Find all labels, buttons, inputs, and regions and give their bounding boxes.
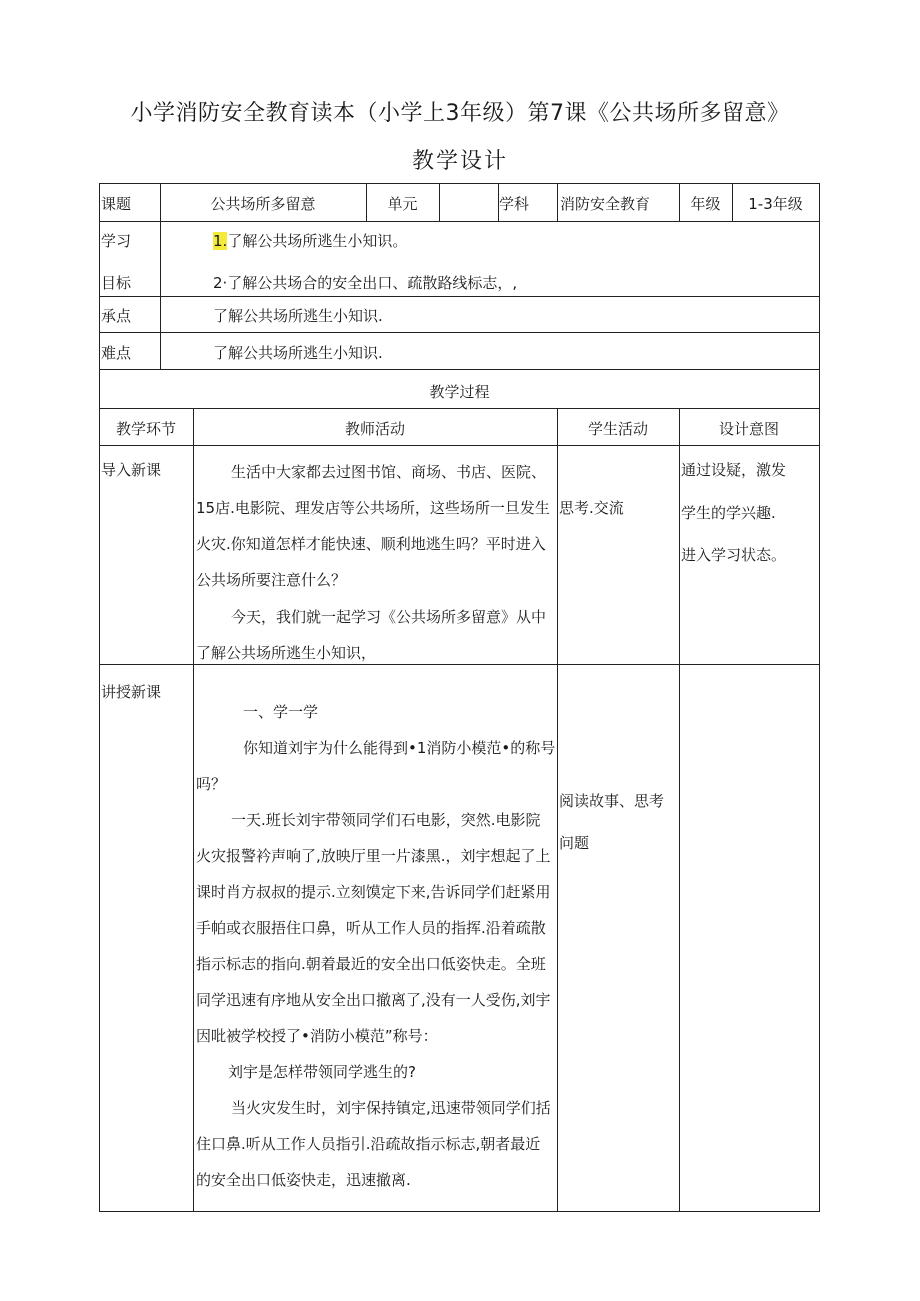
grade-value: 1-3年级 [748,195,803,213]
text-line: 因吡被学校授了•消防小模范”称号： [196,1027,438,1045]
label-objectives-1: 学习 [101,232,132,250]
label-grade: 年级 [690,195,721,213]
text-line: 火灾报警衿声响了,放映厅里一片漆黑.，刘宇想起了上 [196,847,551,865]
topic-value: 公共场所多留意 [210,195,316,213]
document-subtitle: 教学设计 [411,149,508,174]
text-line: 今天，我们就一起学习《公共场所多留意》从中 [231,608,547,626]
label-key-point: 承点 [101,307,132,325]
text-line: 一天.班长刘宇带领同学们石电影，突然.电影院 [231,811,541,829]
col-student-header: 学生活动 [587,420,648,438]
col-teacher-header: 教师活动 [344,420,405,438]
objective-item-1-text: 了解公共场所逃生小知识。 [227,232,408,250]
text-line: 阅读故事、思考 [559,792,665,810]
lecture-stage: 讲授新课 [101,683,162,701]
text-line: 吗？ [196,775,227,793]
label-subject: 学科 [499,195,530,213]
text-line: 当火灾发生时，刘宇保持镇定,迅速带领同学们括 [231,1099,551,1117]
intro-student-activity: 思考.交流 [559,499,624,517]
text-line: 学生的学兴趣. [681,504,776,522]
text-line: 刘宇是怎样带领同学逃生的? [228,1063,416,1081]
objective-item-1 [213,230,407,251]
label-topic: 课题 [101,195,132,213]
text-line: 15店.电影院、理发店等公共场所，这些场所一旦发生 [196,499,550,517]
label-difficulty: 难点 [101,344,132,362]
key-point-text: 了解公共场所逃生小知识. [213,307,383,325]
process-heading: 教学过程 [429,383,490,401]
text-line: 问题 [559,834,590,852]
label-unit: 单元 [387,195,418,213]
text-line: 一、学一学 [243,703,319,721]
subject-value: 消防安全教育 [560,195,651,213]
document-title: 小学消防安全教育读本（小学上3年级）第7课《公共场所多留意》 [130,101,790,126]
text-line: 手帕或衣服捂住口鼻，听从工作人员的指挥.沿着疏散 [196,919,546,937]
text-line: 了解公共场所逃生小知识， [196,644,377,662]
text-line: 同学迅速有序地从安全出口撤离了,没有一人受伤,刘宇 [196,991,551,1009]
text-line: 生活中大家都去过图书馆、商场、书店、医院、 [231,463,547,481]
col-design-header: 设计意图 [718,420,779,438]
text-line: 火灾.你知道怎样才能快速、顺利地逃生吗？平时进入 [196,535,546,553]
intro-stage: 导入新课 [101,461,162,479]
text-line: 课时肖方叔叔的提示.立刻馍定下来,告诉同学们赶紧用 [196,883,551,901]
text-line: 指示标志的指向.朝着最近的安全出口低姿快走。全班 [196,955,546,973]
col-stage-header: 教学环节 [115,420,176,438]
text-line: 公共场所要注意什么？ [196,571,347,589]
objective-item-2: 2·了解公共场合的安全出口、疏散路线标志，, [213,274,518,292]
text-line: 的安全出口低姿快走，迅速撤离. [196,1171,411,1189]
text-line: 通过设疑，激发 [681,461,787,479]
text-line: 住口鼻.听从工作人员指引.沿疏故指示标志,朝者最近 [196,1135,541,1153]
label-objectives-2: 目标 [101,274,132,292]
objective-item-1-number: 1. [213,232,228,250]
text-line: 进入学习状态。 [681,546,787,564]
text-line: 你知道刘宇为什么能得到•1消防小模范•的称号 [243,739,556,757]
difficulty-text: 了解公共场所逃生小知识. [213,344,383,362]
